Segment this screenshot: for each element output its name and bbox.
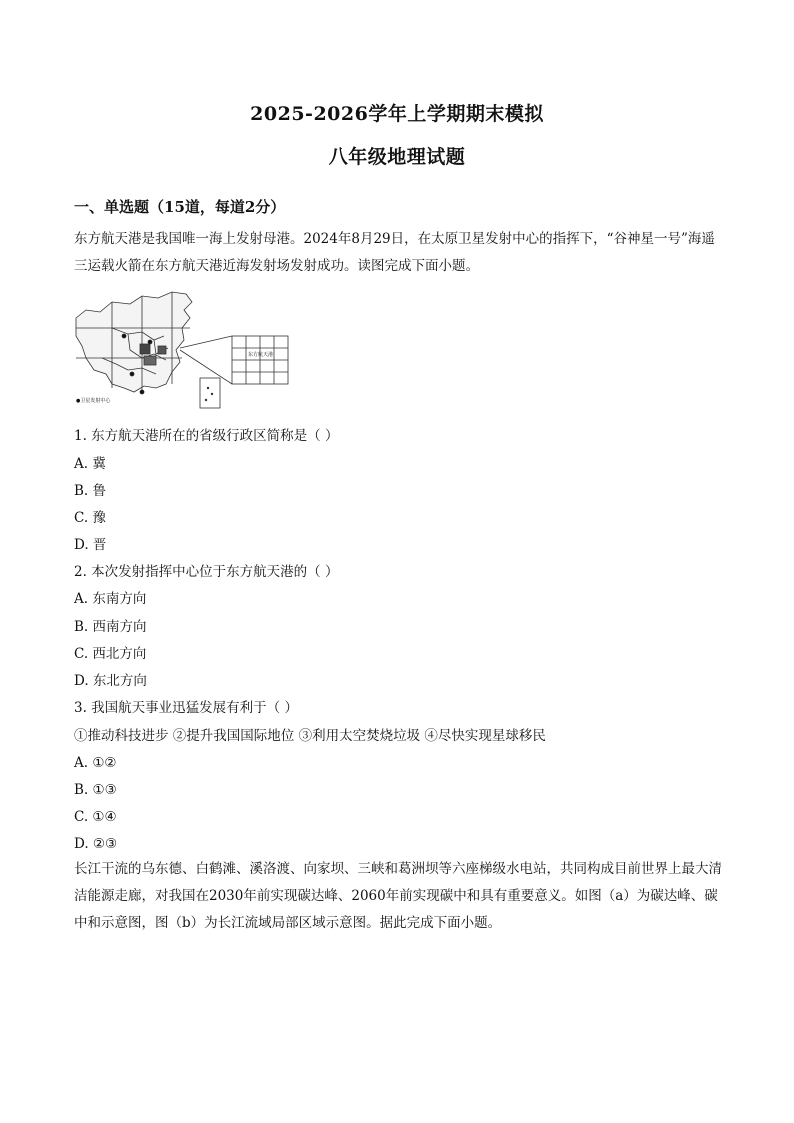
question-3-stem: 3. 我国航天事业迅猛发展有利于（ ） (74, 700, 298, 716)
q2-option-a[interactable]: A. 东南方向 (74, 591, 147, 607)
q1-option-d[interactable]: D. 晋 (74, 537, 107, 553)
q3-option-c[interactable]: C. ①④ (74, 809, 117, 825)
map-legend: ●卫星发射中心 (76, 398, 111, 404)
exam-title: 2025-2026学年上学期期末模拟 (250, 103, 544, 125)
q2-option-c[interactable]: C. 西北方向 (74, 646, 147, 662)
question-3-statements: ①推动科技进步 ②提升我国国际地位 ③利用太空焚烧垃圾 ④尽快实现星球移民 (74, 728, 546, 744)
q1-option-c[interactable]: C. 豫 (74, 510, 106, 526)
q3-option-a[interactable]: A. ①② (74, 755, 117, 771)
q3-option-b[interactable]: B. ①③ (74, 782, 117, 798)
q1-option-a[interactable]: A. 冀 (74, 456, 106, 472)
inset-label: 东方航天港 (248, 352, 274, 358)
question-2-stem: 2. 本次发射指挥中心位于东方航天港的（ ） (74, 564, 339, 580)
intro-paragraph-1: 东方航天港是我国唯一海上发射母港。2024年8月29日，在太原卫星发射中心的指挥下，“谷神星一号”海遥三运载火箭在东方航天港近海发射场发射成功。读图完成下面小题。 (74, 231, 715, 274)
q2-option-b[interactable]: B. 西南方向 (74, 619, 147, 635)
section-heading: 一、单选题（15道，每道2分） (74, 198, 286, 216)
question-1-stem: 1. 东方航天港所在的省级行政区简称是（ ） (74, 428, 339, 444)
q1-option-b[interactable]: B. 鲁 (74, 483, 107, 499)
intro-paragraph-2: 长江干流的乌东德、白鹤滩、溪洛渡、向家坝、三峡和葛洲坝等六座梯级水电站，共同构成目前世界上最大清洁能源走廊，对我国在2030年前实现碳达峰、2060年前实现碳中和具有重要意义。如图（a）为碳达峰、碳中和示意图，图（b）为长江流域局部区域示意图。据此完成下面小题。 (74, 861, 722, 931)
exam-subtitle: 八年级地理试题 (328, 146, 466, 168)
q3-option-d[interactable]: D. ②③ (74, 836, 118, 852)
china-map-figure (72, 288, 298, 412)
q2-option-d[interactable]: D. 东北方向 (74, 673, 147, 689)
